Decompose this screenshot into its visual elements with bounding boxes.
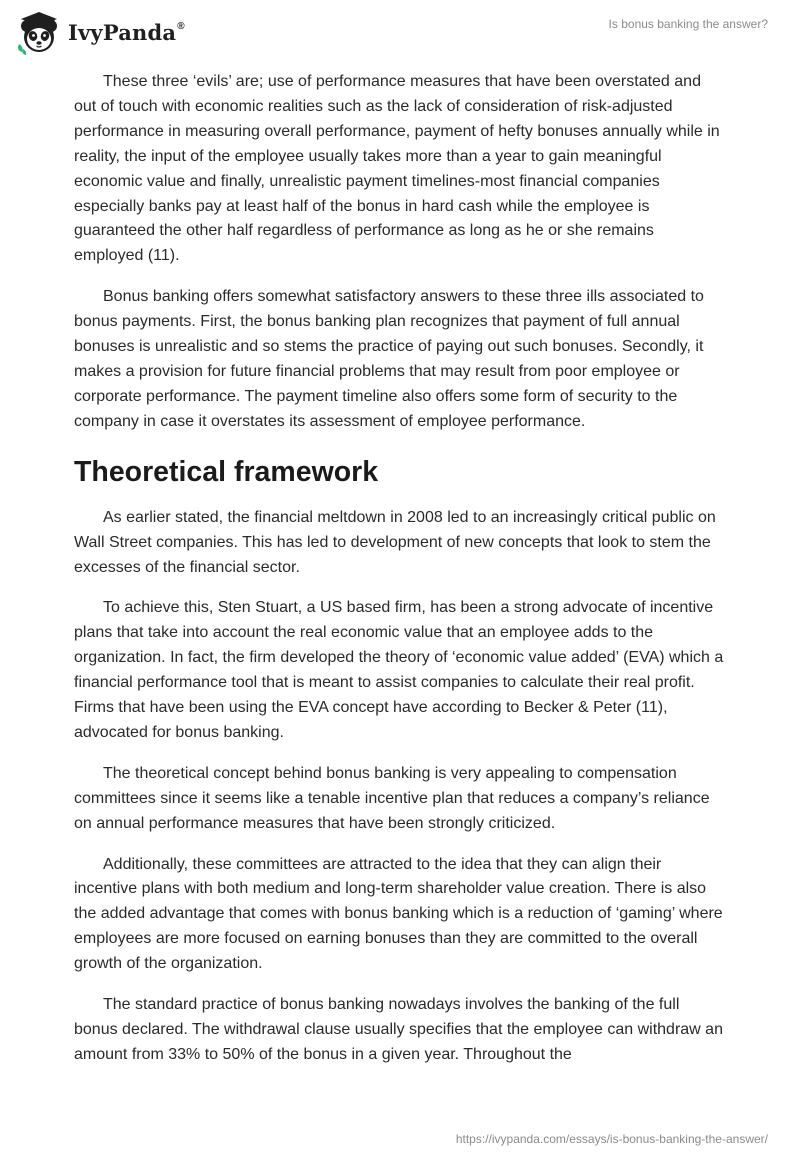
ivypanda-logo[interactable] xyxy=(14,8,185,58)
page-header xyxy=(0,0,800,64)
paragraph: The theoretical concept behind bonus banking is very appealing to compensation committees since it seems like a tenable incentive plan that reduces a company’s reliance on annual performance measures that have been strongly criticized. xyxy=(74,764,710,832)
source-url[interactable]: https://ivypanda.com/essays/is-bonus-banking-the-answer/ xyxy=(455,1132,768,1146)
paragraph: To achieve this, Sten Stuart, a US based firm, has been a strong advocate of incentive plans that take into account the real economic value that an employee adds to the organization. In fact, the firm developed the theory of ‘economic value added’ (EVA) which a financial performance tool that is meant to assist companies to calculate their real profit. Firms that have been using the EVA concept have according to Becker & Peter (11), advocated for bonus banking. xyxy=(74,599,724,741)
section-heading: Theoretical framework xyxy=(74,455,379,488)
paragraph: Additionally, these committees are attracted to the idea that they can align their incentive plans with both medium and long-term shareholder value creation. There is also the added advantage that comes with bonus banking which is a reduction of ‘gaming’ where employees are more focused on earning bonuses than they are committed to the overall growth of the organization. xyxy=(74,855,723,973)
document-title: Is bonus banking the answer? xyxy=(608,17,768,31)
brand-name: IvyPanda® xyxy=(68,19,185,45)
paragraph: The standard practice of bonus banking nowadays involves the banking of the full bonus declared. The withdrawal clause usually specifies that the employee can withdraw an amount from 33% to 50% of the bonus in a given year. Throughout the xyxy=(74,996,723,1063)
panda-graduate-icon xyxy=(14,8,64,58)
paragraph: Bonus banking offers somewhat satisfactory answers to these three ills associated to bonus payments. First, the bonus banking plan recognizes that payment of full annual bonuses is unrealistic and so stems the practice of paying out such bonuses. Secondly, it makes a provision for future financial problems that may result from poor employee or corporate performance. The payment timeline also offers some form of security to the company in case it overstates its assessment of employee performance. xyxy=(74,288,704,430)
paragraph: As earlier stated, the financial meltdown in 2008 led to an increasingly critical public on Wall Street companies. This has led to development of new concepts that look to stem the excesses of the financial sector. xyxy=(74,508,716,576)
registered-mark: ® xyxy=(177,20,185,32)
essay-body xyxy=(74,70,726,1084)
paragraph: These three ‘evils’ are; use of performance measures that have been overstated and out of touch with economic realities such as the lack of consideration of risk-adjusted performance in measuring overall performance, payment of hefty bonuses annually while in reality, the input of the employee usually takes more than a year to gain meaningful economic value and finally, unrealistic payment timelines-most financial companies especially banks pay at least half of the bonus in hard cash while the employee is guaranteed the other half regardless of performance as long as he or she remains employed (11). xyxy=(74,73,720,265)
